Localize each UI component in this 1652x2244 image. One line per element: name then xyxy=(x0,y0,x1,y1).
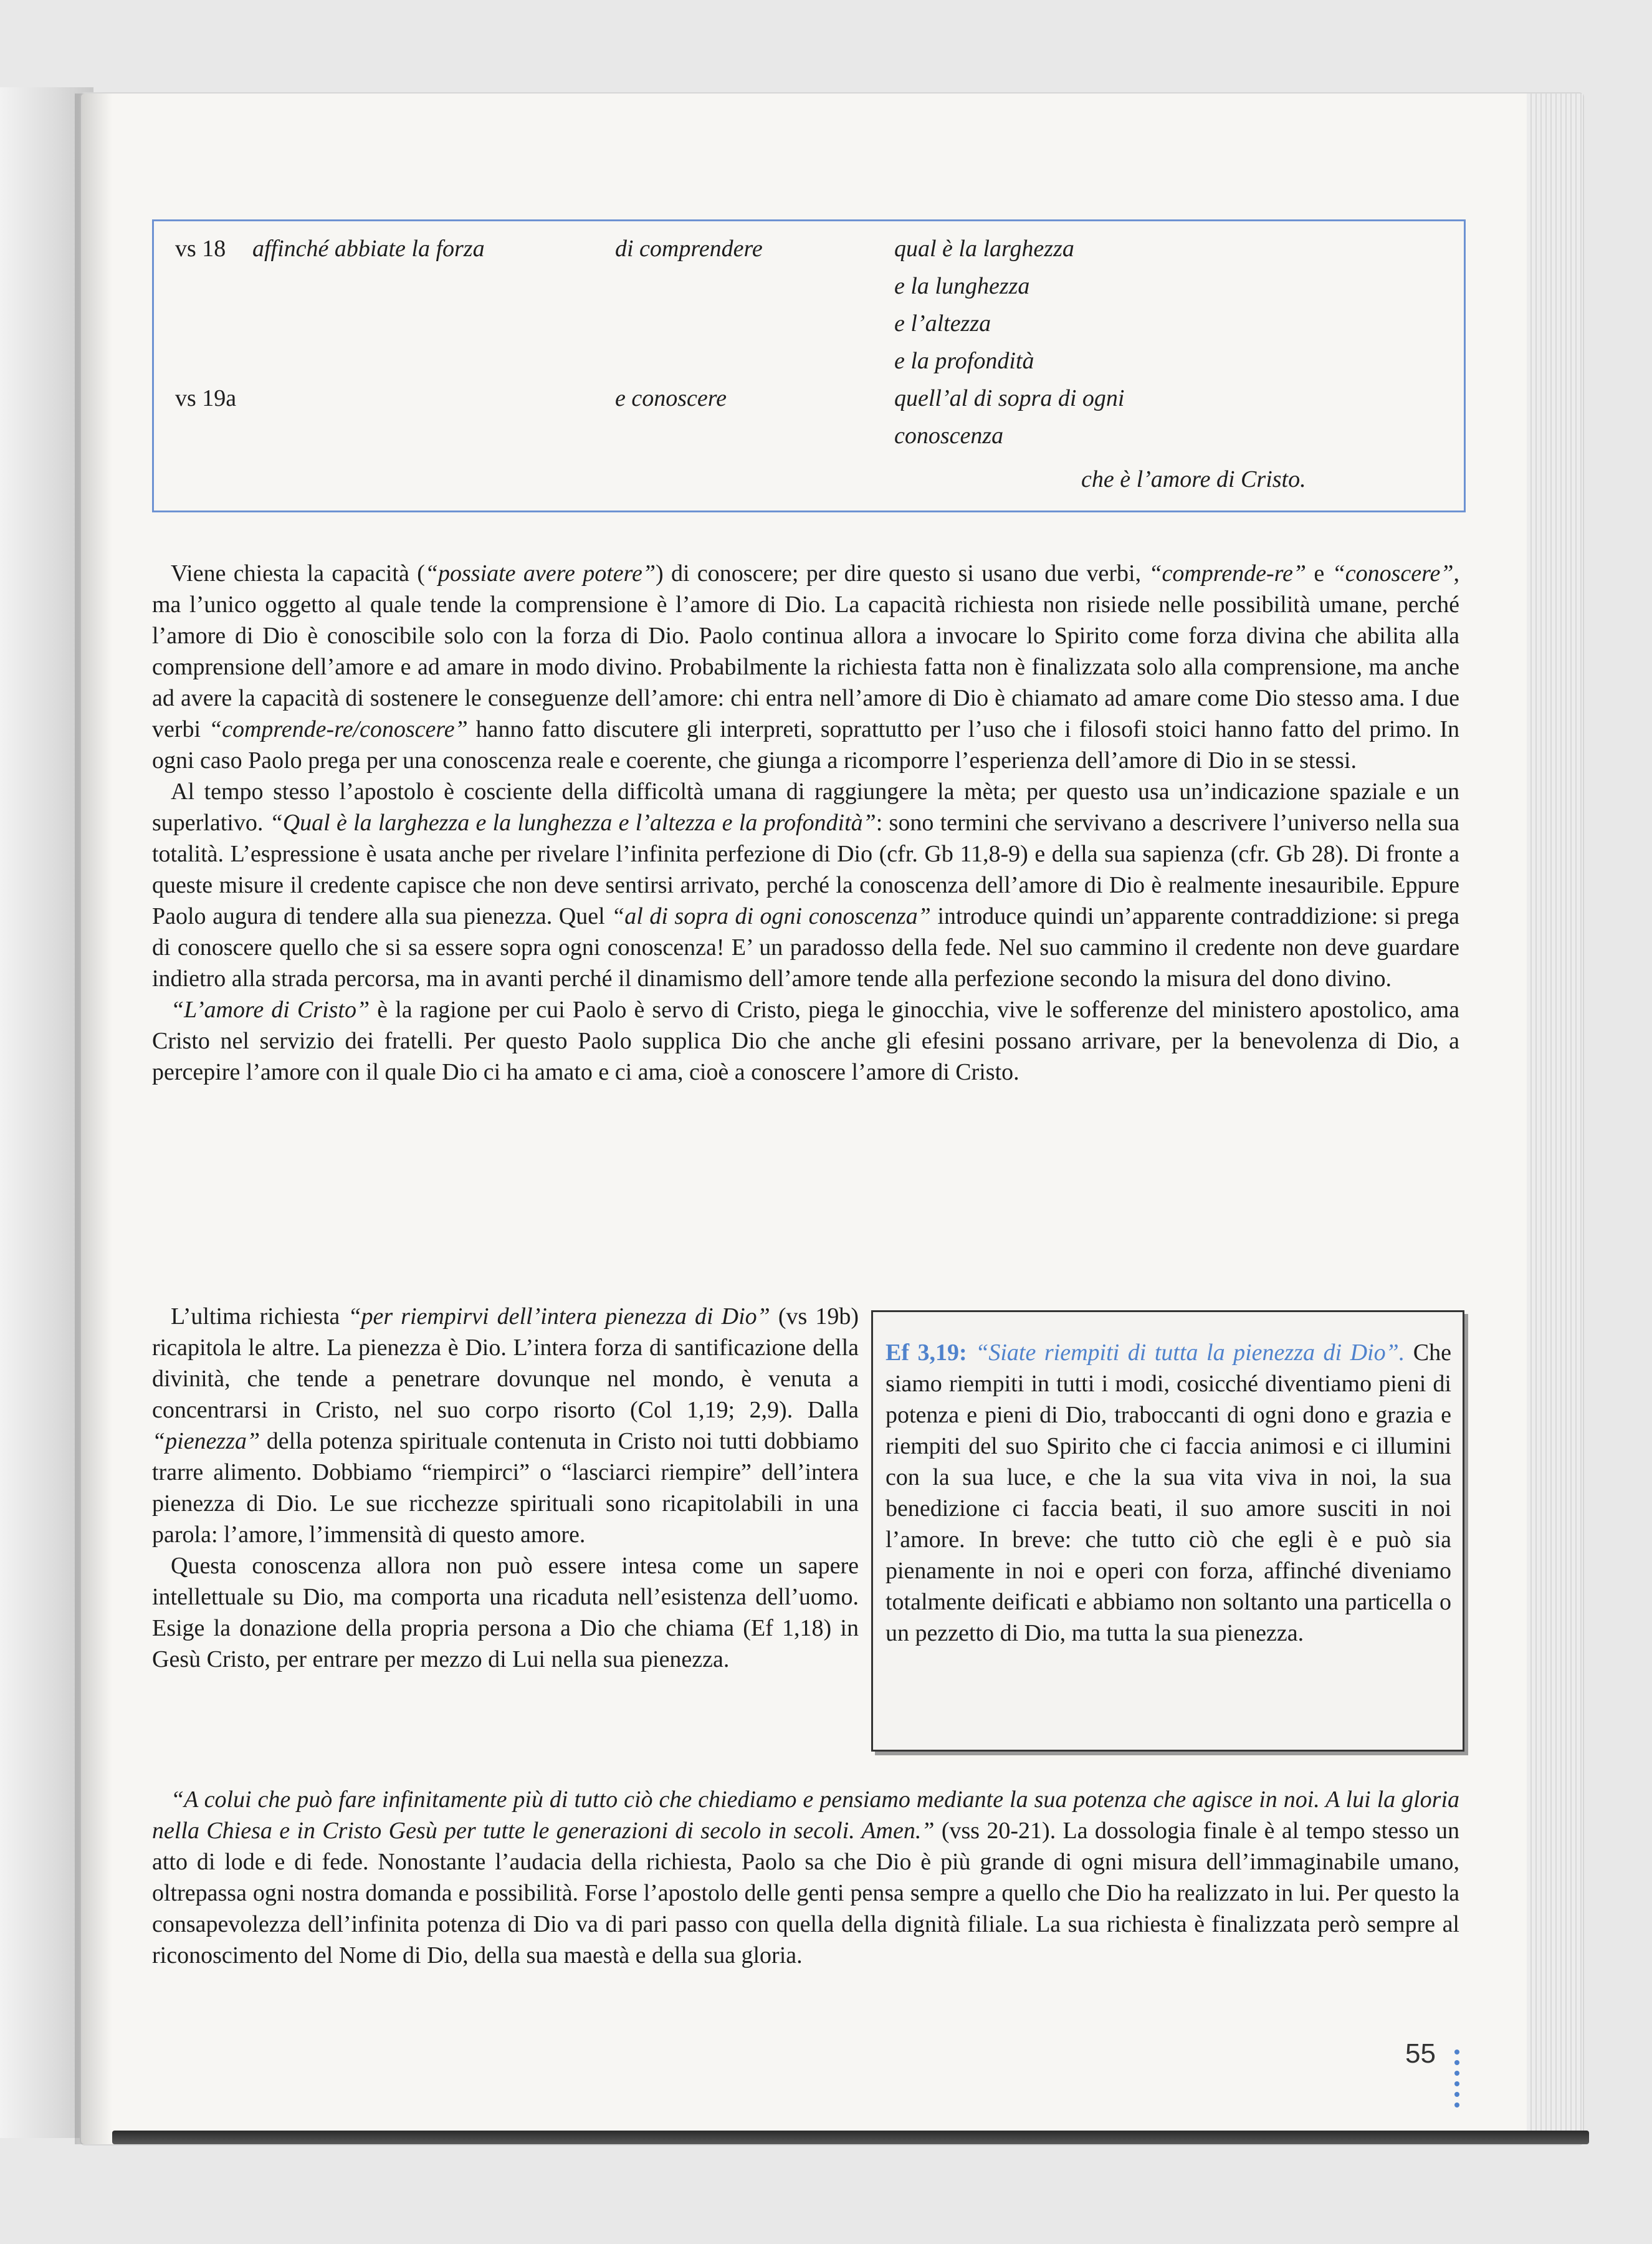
verse-phrase-amore-cristo: che è l’amore di Cristo. xyxy=(1081,466,1306,492)
page-number-dots-decoration xyxy=(1454,2050,1461,2113)
page-edges xyxy=(1527,94,1583,2144)
paragraph-2: Al tempo stesso l’apostolo è cosciente della difficoltà umana di raggiungere la mèta; per questo usa un’indicazione spaziale e un superlativo. “Qual è la larghezza e la lunghezza e l’altezza e la profondità”: sono termini che servivano a descrivere l’universo nella sua totalità. L’espressione è usata anche per rivelare l’infinita perfezione di Dio (cfr. Gb 11,8-9) e della sua sapienza (cfr. Gb 28). Di fronte a queste misure il credente capisce che non deve sentirsi arrivato, perché la conoscenza dell’amore di Dio è realmente inesauribile. Eppure Paolo augura di tendere alla sua pienezza. Quel “al di sopra di ogni conoscenza” introduce quindi un’apparente contraddizione: si prega di conoscere quello che si sa essere sopra ogni conoscenza! E’ un paradosso della fede. Nel suo cammino il credente non deve guardare indietro alla strada percorsa, ma in avanti perché il dinamismo dell’amore tende alla perfezione secondo la misura del dono divino. xyxy=(152,779,1460,992)
main-body-text xyxy=(152,558,1459,1088)
paragraph-1: Viene chiesta la capacità (“possiate avere potere”) di conoscere; per dire questo si usano due verbi, “comprende-re” e “conoscere”, ma l’unico oggetto al quale tende la comprensione è l’amore di Dio. La capacità richiesta non risiede nelle possibilità umane, perché l’amore di Dio è conoscibile solo con la forza di Dio. Paolo continua allora a invocare lo Spirito come forza divina che abilita alla comprensione dell’amore e ad amare in modo divino. Probabilmente la richiesta fatta non è finalizzata solo alla comprensione, ma anche ad avere la capacità di sostenere le conseguenze dell’amore: chi entra nell’amore di Dio è chiamato ad amare come Dio stesso ama. I due verbi “comprende-re/conoscere” hanno fatto discutere gli interpreti, soprattutto per l’uso che i filosofi stoici hanno fatto del primo. In ogni caso Paolo prega per una conoscenza reale e coerente, che giunga a ricomporre l’esperienza dell’amore di Dio in se stessi. xyxy=(152,560,1459,774)
verse-label-19a: vs 19a xyxy=(175,385,237,411)
page-number: 55 xyxy=(1405,2038,1436,2069)
sidebar-reference: Ef 3,19: xyxy=(886,1340,967,1366)
verse-phrase-conoscenza: conoscenza xyxy=(894,423,1004,449)
sidebar-quote-box xyxy=(871,1310,1464,1752)
doxology-quote: “A colui che può fare infinitamente più di tutto ciò che chiediamo e pensiamo mediante la sua potenza che agisce in noi. A lui la gloria nella Chiesa e in Cristo Gesù per tutte le generazioni di secolo in secoli. Amen.” xyxy=(152,1786,1459,1844)
final-paragraph: “A colui che può fare infinitamente più di tutto ciò che chiediamo e pensiamo mediante la sua potenza che agisce in noi. A lui la gloria nella Chiesa e in Cristo Gesù per tutte le generazioni di secolo in secoli. Amen.” (vss 20-21). La dossologia finale è al tempo stesso un atto di lode e di fede. Nonostante l’audacia della richiesta, Paolo sa che Dio è più grande di ogni misura dell’immaginabile umano, oltrepassa ogni nostra domanda e possibilità. Forse l’apostolo delle genti pensa sempre a quello che Dio ha realizzato in lui. Per questo la consapevolezza dell’infinita potenza di Dio va di pari passo con quella della dignità filiale. La sua richiesta è finalizzata però sempre al riconoscimento del Nome di Dio, della sua maestà e della sua gloria. xyxy=(152,1786,1459,1968)
verse-phrase-al-di-sopra: quell’al di sopra di ogni xyxy=(894,385,1125,411)
verse-phrase-forza: affinché abbiate la forza xyxy=(252,236,485,262)
spine-shadow xyxy=(75,94,112,2144)
verse-phrase-lunghezza: e la lunghezza xyxy=(894,273,1030,299)
left-column-text xyxy=(152,1301,859,1675)
verse-phrase-conoscere: e conoscere xyxy=(615,385,727,411)
verse-label-18: vs 18 xyxy=(175,236,226,262)
verse-phrase-altezza: e l’altezza xyxy=(894,310,991,337)
sidebar-quote: “Siate riempiti di tutta la pienezza di Dio”. xyxy=(975,1340,1405,1366)
paragraph-3: “L’amore di Cristo” è la ragione per cui Paolo è servo di Cristo, piega le ginocchia, vive le sofferenze del ministero apostolico, ama Cristo nel servizio dei fratelli. Per questo Paolo supplica Dio che anche gli efesini possano arrivare, per la benevolenza di Dio, a percepire l’amore con il quale Dio ci ha amato e ci ama, cioè a conoscere l’amore di Cristo. xyxy=(152,997,1459,1085)
verse-phrase-profondita: e la profondità xyxy=(894,348,1034,374)
verse-box xyxy=(152,219,1466,512)
column-paragraph-2: Questa conoscenza allora non può essere intesa come un sapere intellettuale su Dio, ma comporta una ricaduta nell’esistenza dell’uomo. Esige la donazione della propria persona a Dio che chiama (Ef 1,18) in Gesù Cristo, per entrare per mezzo di Lui nella sua pienezza. xyxy=(152,1553,859,1672)
bottom-edge-shadow xyxy=(112,2131,1589,2144)
verse-phrase-comprendere: di comprendere xyxy=(615,236,763,262)
verse-phrase-larghezza: qual è la larghezza xyxy=(894,236,1074,262)
column-paragraph-1: L’ultima richiesta “per riempirvi dell’intera pienezza di Dio” (vs 19b) ricapitola le altre. La pienezza è Dio. L’intera forza di santificazione della divinità, che tende a penetrare dovunque nel mondo, è venuta a concentrarsi in Cristo, nel suo corpo risorto (Col 1,19; 2,9). Dalla “pienezza” della potenza spirituale contenuta in Cristo noi tutti dobbiamo trarre alimento. Dobbiamo “riempirci” o “lasciarci riempire” dell’intera pienezza di Dio. Le sue ricchezze spirituali sono ricapitolabili in una parola: l’amore, l’immensità di questo amore. xyxy=(152,1303,859,1548)
sidebar-text: Che siamo riempiti in tutti i modi, cosicché diventiamo pieni di potenza e pieni di Dio, traboccanti di ogni dono e grazia e riempiti del suo Spirito che ci faccia animosi e ci illumini con la sua luce, e che la sua vita viva in noi, la sua benedizione ci faccia beati, il suo amore susciti in noi l’amore. In breve: che tutto ciò che egli è e può sia pienamente in noi e operi con forza, affinché diveniamo totalmente deificati e abbiamo non soltanto una particella o un pezzetto di Dio, ma tutta la sua pienezza. xyxy=(886,1340,1452,1646)
